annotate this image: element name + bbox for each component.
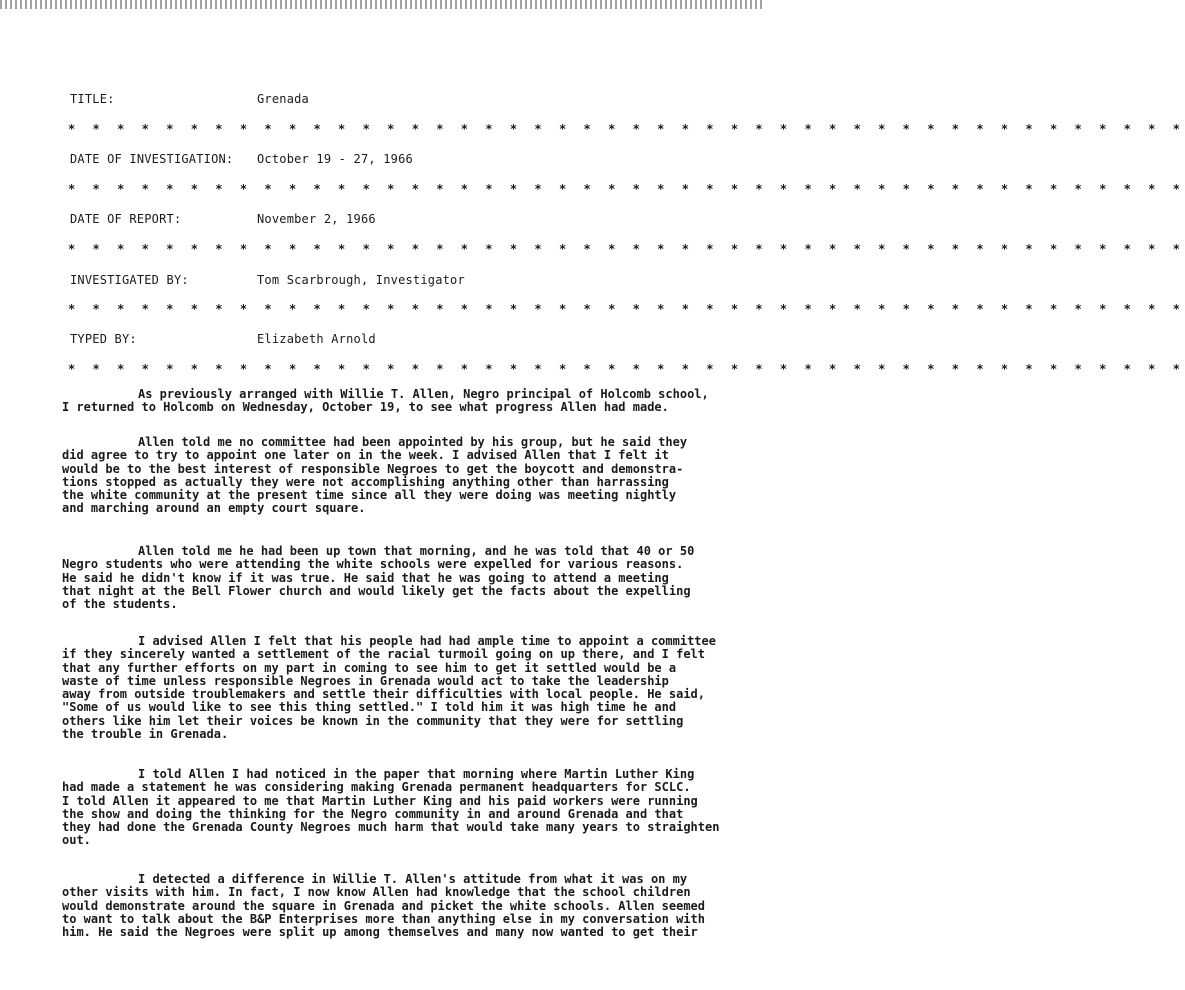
text-line: others like him let their voices be known in the community that they were for settling [62,713,684,728]
text-line: away from outside troublemakers and settle their difficulties with local people. He said, [62,687,705,702]
text-line: waste of time unless responsible Negroes in Grenada would act to take the leadership [62,673,669,688]
text-line: had made a statement he was considering making Grenada permanent headquarters for SCLC. [62,780,691,795]
investigated-by-value: Tom Scarbrough, Investigator [257,273,465,287]
text-line: and marching around an empty court square. [62,501,366,516]
paragraph-4 [62,635,746,741]
date-report-label: DATE OF REPORT: [70,212,182,226]
text-line: tions stopped as actually they were not accomplishing anything other than harrassing [62,474,669,489]
date-investigation-label: DATE OF INVESTIGATION: [70,152,234,166]
text-line: the white community at the present time since all they were doing was meeting nightly [62,488,677,503]
date-report-value: November 2, 1966 [257,212,376,226]
paragraph-1 [62,388,746,415]
text-line: Allen told me he had been up town that morning, and he was told that 40 or 50 [138,544,695,558]
separator-stars: * * * * * * * * * * * * * * * * * * * * * * * * * * * * * * * * * * * * * * * * * * * * * * [68,182,1185,196]
text-line: of the students. [62,597,178,612]
title-value: Grenada [257,92,309,106]
separator-stars: * * * * * * * * * * * * * * * * * * * * * * * * * * * * * * * * * * * * * * * * * * * * * * [68,122,1185,136]
text-line: that any further efforts on my part in coming to see him to get it settled would be a [62,660,677,675]
text-line: I told Allen it appeared to me that Martin Luther King and his paid workers were running [62,793,698,808]
text-line: if they sincerely wanted a settlement of the racial turmoil going on up there, and I felt [62,647,705,662]
text-line: the trouble in Grenada. [62,727,229,742]
text-line: would demonstrate around the square in Grenada and picket the white schools. Allen seemed [62,898,705,913]
paragraph-2 [62,436,746,516]
date-investigation-value: October 19 - 27, 1966 [257,152,413,166]
paragraph-3 [62,545,746,611]
text-line: they had done the Grenada County Negroes much harm that would take many years to straighten [62,820,720,835]
separator-stars: * * * * * * * * * * * * * * * * * * * * * * * * * * * * * * * * * * * * * * * * * * * * * * [68,362,1185,376]
separator-stars: * * * * * * * * * * * * * * * * * * * * * * * * * * * * * * * * * * * * * * * * * * * * * * [68,302,1185,316]
investigated-by-label: INVESTIGATED BY: [70,273,189,287]
text-line: Negro students who were attending the white schools were expelled for various reasons. [62,557,684,572]
text-line: to want to talk about the B&P Enterprises more than anything else in my conversation with [62,911,705,926]
text-line: I returned to Holcomb on Wednesday, October 19, to see what progress Allen had made. [62,400,669,415]
text-line: I told Allen I had noticed in the paper that morning where Martin Luther King [138,767,695,781]
typed-by-value: Elizabeth Arnold [257,332,376,346]
text-line: He said he didn't know if it was true. He said that he was going to attend a meeting [62,570,669,585]
text-line: out. [62,833,91,848]
text-line: "Some of us would like to see this thing settled." I told him it was high time he and [62,700,677,715]
text-line: that night at the Bell Flower church and would likely get the facts about the expelling [62,583,691,598]
text-line: I detected a difference in Willie T. Allen's attitude from what it was on my [138,872,688,886]
paragraph-5 [62,768,746,848]
typed-by-label: TYPED BY: [70,332,137,346]
text-line: would be to the best interest of responsible Negroes to get the boycott and demonstra- [62,461,684,476]
text-line: I advised Allen I felt that his people had had ample time to appoint a committee [138,634,716,648]
text-line: him. He said the Negroes were split up among themselves and many now wanted to get their [62,925,698,940]
text-line: other visits with him. In fact, I now know Allen had knowledge that the school children [62,885,691,900]
text-line: the show and doing the thinking for the Negro community in and around Grenada and that [62,806,684,821]
text-line: As previously arranged with Willie T. Allen, Negro principal of Holcomb school, [138,387,709,401]
text-line: Allen told me no committee had been appointed by his group, but he said they [138,435,688,449]
separator-stars: * * * * * * * * * * * * * * * * * * * * * * * * * * * * * * * * * * * * * * * * * * * * * * [68,242,1185,256]
title-label: TITLE: [70,92,115,106]
paragraph-6 [62,873,746,939]
text-line: did agree to try to appoint one later on in the week. I advised Allen that I felt it [62,448,669,463]
